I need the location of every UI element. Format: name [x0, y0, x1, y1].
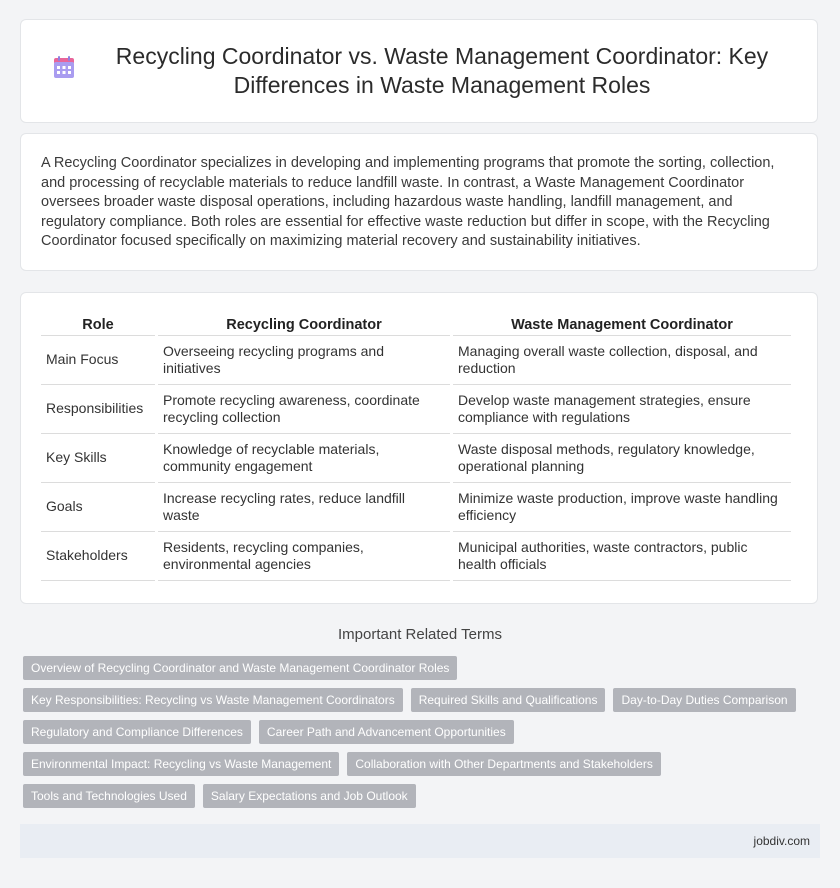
table-header-row: [41, 313, 791, 336]
header-role: Role: [41, 313, 155, 336]
table-row: [41, 532, 791, 581]
row-label: Goals: [41, 483, 155, 532]
row-label: Key Skills: [41, 434, 155, 483]
row-label: Responsibilities: [41, 385, 155, 434]
table-row: [41, 385, 791, 434]
row-label: Stakeholders: [41, 532, 155, 581]
footer: [20, 824, 820, 858]
recycling-cell: Increase recycling rates, reduce landfill waste: [158, 483, 450, 532]
header-recycling-coordinator: Recycling Coordinator: [158, 313, 450, 336]
recycling-cell: Overseeing recycling programs and initiatives: [158, 336, 450, 385]
waste-cell: Minimize waste production, improve waste handling efficiency: [453, 483, 791, 532]
related-term-tag[interactable]: Tools and Technologies Used: [23, 784, 195, 808]
recycling-cell: Promote recycling awareness, coordinate recycling collection: [158, 385, 450, 434]
calendar-icon: [51, 55, 77, 81]
footer-site-link[interactable]: jobdiv.com: [753, 834, 810, 848]
summary-text: A Recycling Coordinator specializes in developing and implementing programs that promote the sorting, collection, and processing of recyclable materials to reduce landfill waste. In contrast, a Waste Management Coordinator oversees broader waste disposal operations, including hazardous waste handling, landfill management, and regulatory compliance. Both roles are essential for effective waste reduction but differ in scope, with the Recycling Coordinator focused specifically on maximizing material recovery and sustainability initiatives.: [41, 155, 775, 250]
comparison-table: [38, 313, 794, 581]
recycling-cell: Residents, recycling companies, environmental agencies: [158, 532, 450, 581]
title-card: [20, 19, 818, 123]
waste-cell: Managing overall waste collection, disposal, and reduction: [453, 336, 791, 385]
waste-cell: Develop waste management strategies, ensure compliance with regulations: [453, 385, 791, 434]
related-terms-heading: Important Related Terms: [338, 626, 502, 643]
related-term-tag[interactable]: Salary Expectations and Job Outlook: [203, 784, 416, 808]
page-title: Recycling Coordinator vs. Waste Management Coordinator: Key Differences in Waste Management Roles: [115, 43, 769, 98]
related-term-tag[interactable]: Key Responsibilities: Recycling vs Waste Management Coordinators: [23, 688, 403, 712]
table-row: [41, 336, 791, 385]
waste-cell: Municipal authorities, waste contractors, public health officials: [453, 532, 791, 581]
related-terms-list: [23, 656, 819, 816]
related-term-tag[interactable]: Day-to-Day Duties Comparison: [613, 688, 795, 712]
waste-cell: Waste disposal methods, regulatory knowledge, operational planning: [453, 434, 791, 483]
related-term-tag[interactable]: Collaboration with Other Departments and Stakeholders: [347, 752, 661, 776]
related-term-tag[interactable]: Overview of Recycling Coordinator and Waste Management Coordinator Roles: [23, 656, 457, 680]
related-term-tag[interactable]: Environmental Impact: Recycling vs Waste Management: [23, 752, 339, 776]
related-term-tag[interactable]: Regulatory and Compliance Differences: [23, 720, 251, 744]
comparison-card: [20, 292, 818, 604]
related-term-tag[interactable]: Career Path and Advancement Opportunities: [259, 720, 514, 744]
table-row: [41, 483, 791, 532]
summary-card: [20, 133, 818, 271]
related-term-tag[interactable]: Required Skills and Qualifications: [411, 688, 606, 712]
header-waste-management-coordinator: Waste Management Coordinator: [453, 313, 791, 336]
title-wrap: [21, 42, 817, 100]
table-row: [41, 434, 791, 483]
recycling-cell: Knowledge of recyclable materials, community engagement: [158, 434, 450, 483]
row-label: Main Focus: [41, 336, 155, 385]
